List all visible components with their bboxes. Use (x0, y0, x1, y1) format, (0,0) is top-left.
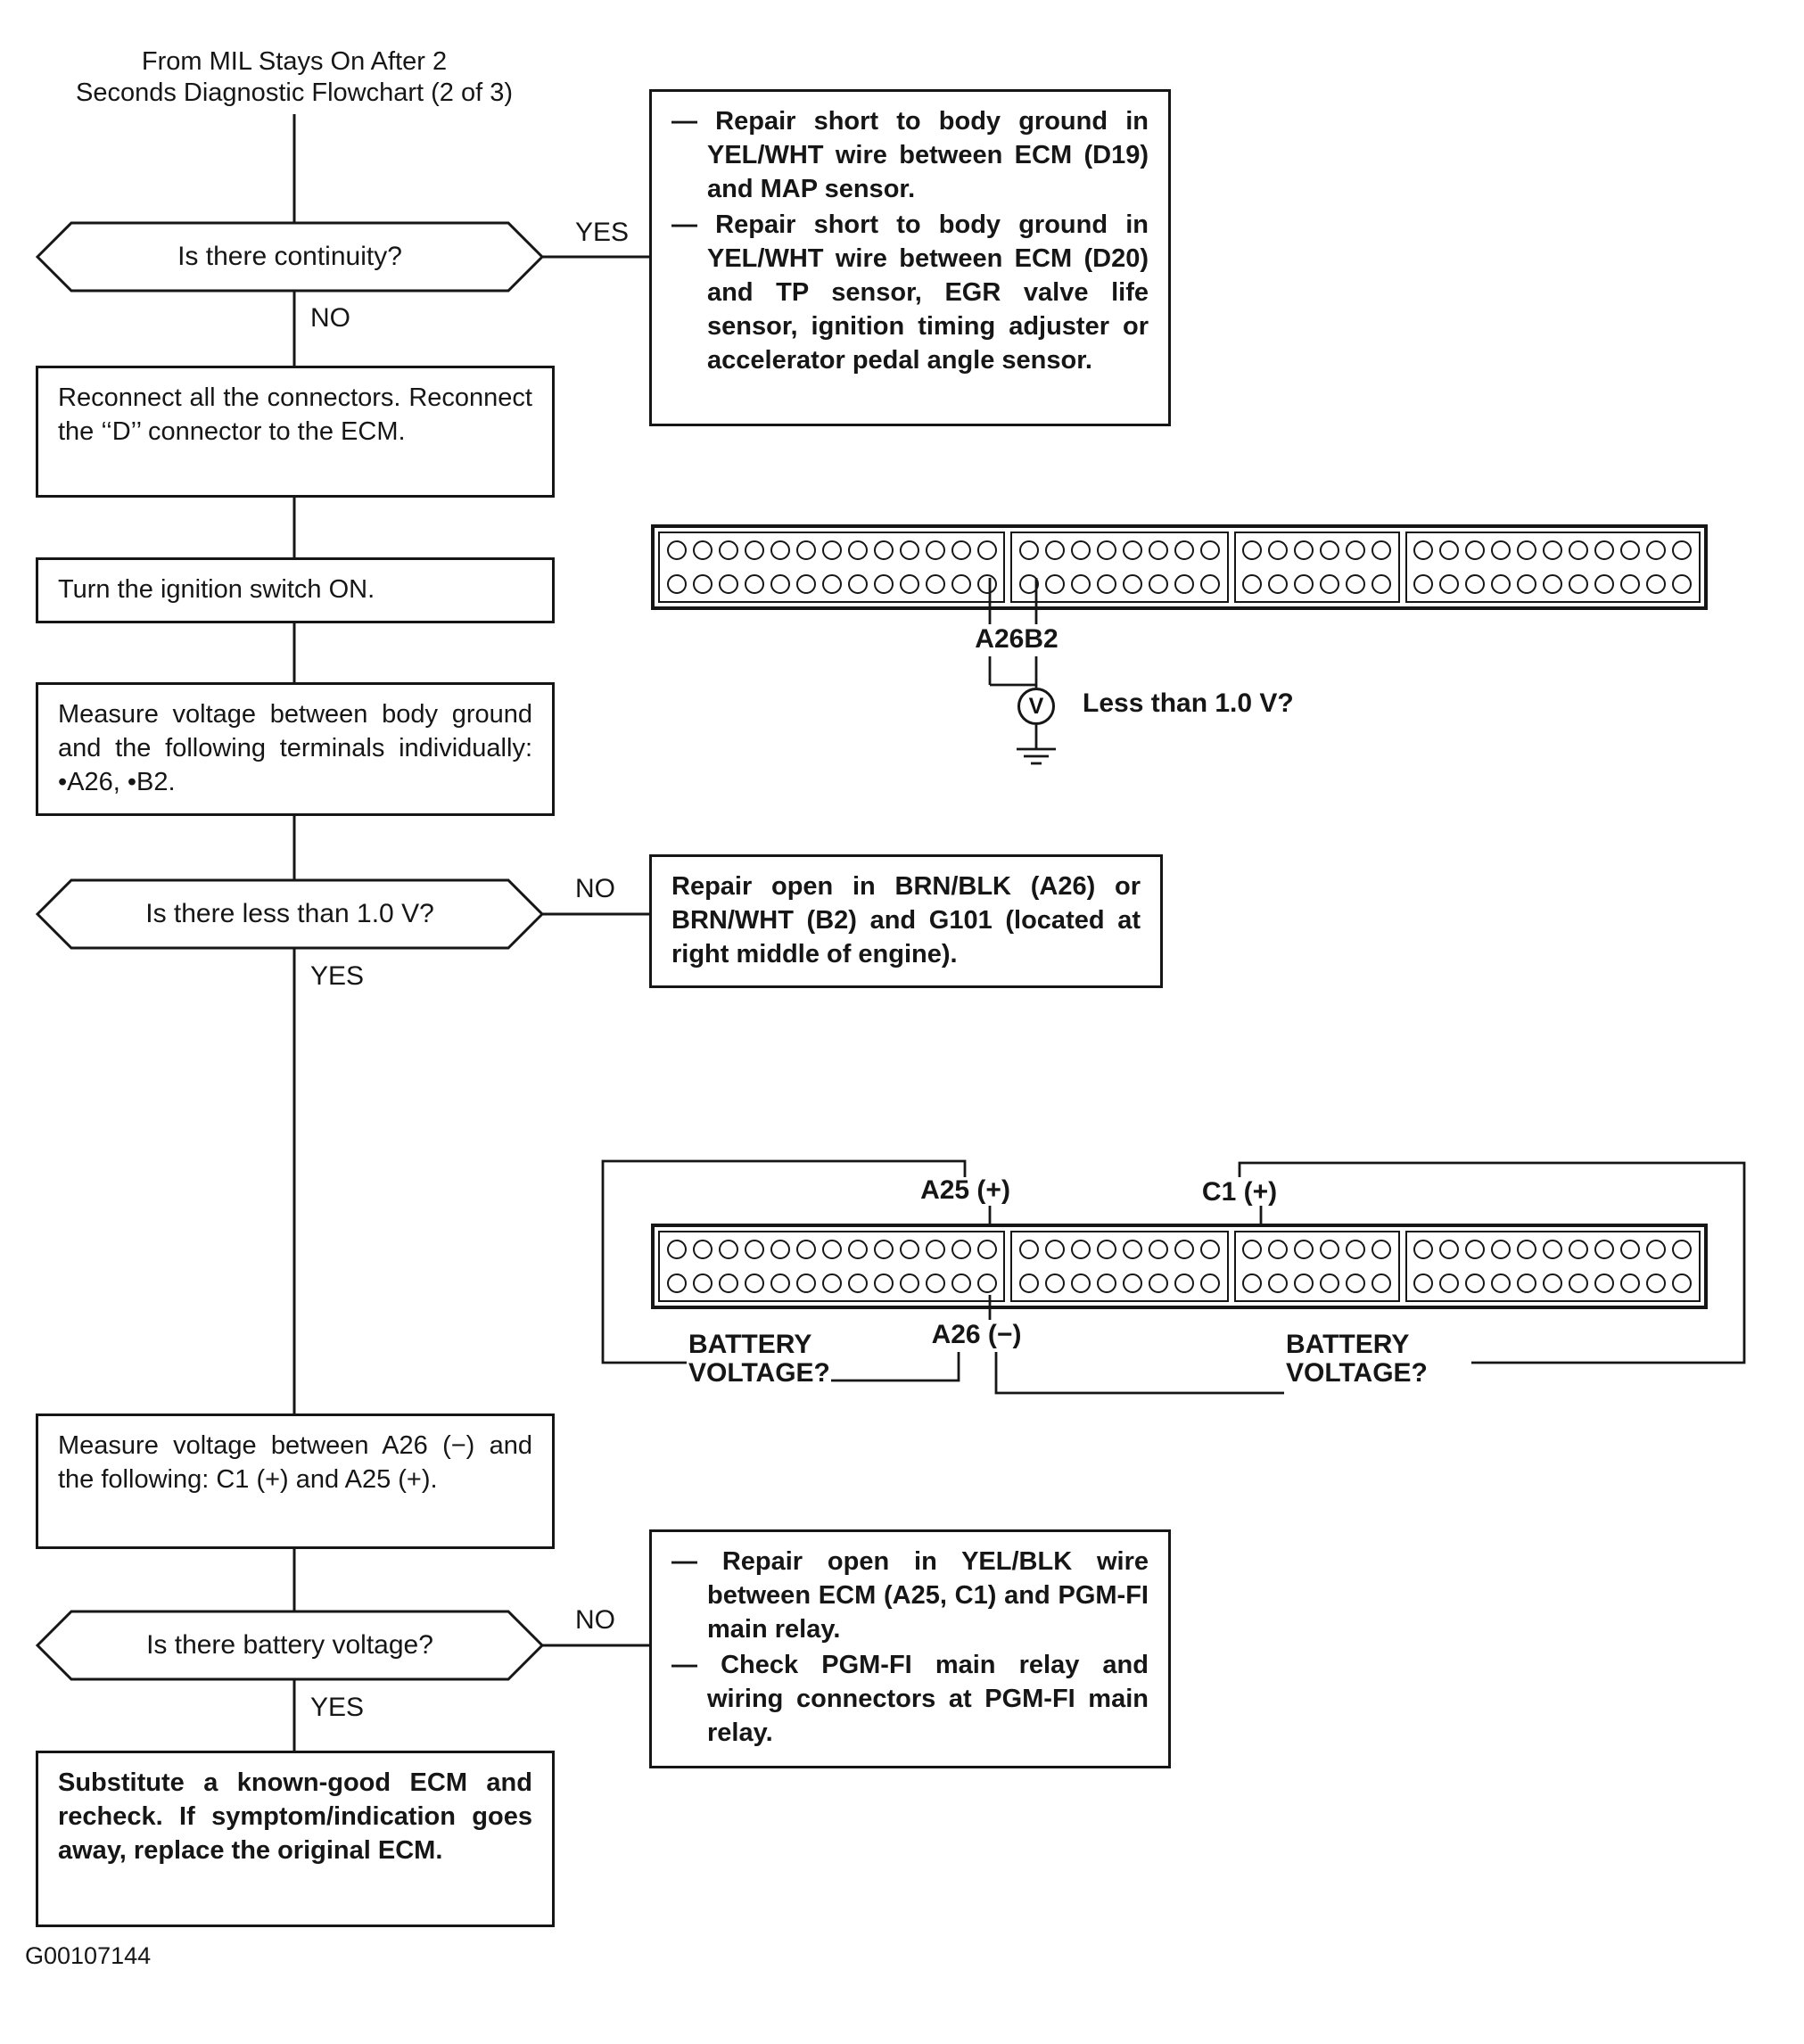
chart-title-line2: Seconds Diagnostic Flowchart (2 of 3) (76, 78, 513, 108)
repair-item: — Check PGM-FI main relay and wiring connectors at PGM-FI main relay. (671, 1650, 1149, 1747)
repair-item: — Repair short to body ground in YEL/WHT wire between ECM (D20) and TP sensor, EGR valve life sensor, ignition timing adjuster or accelerator pedal angle sensor. (671, 210, 1149, 375)
repair-item: — Repair short to body ground in YEL/WHT wire between ECM (D19) and MAP sensor. (671, 107, 1149, 203)
voltmeter-icon: V (1017, 688, 1055, 725)
repair-box-less-1v-no: Repair open in BRN/BLK (A26) or BRN/WHT (B2) and G101 (located at right middle of engine). (649, 854, 1163, 988)
pin-label-a26: A26 (−) (931, 1320, 1022, 1349)
decision-less-1v-label: Is there less than 1.0 V? (145, 899, 434, 928)
edge-label-no-less-1v: NO (575, 874, 615, 903)
decision-battery-voltage-label: Is there battery voltage? (146, 1630, 433, 1660)
decision-continuity-label: Is there continuity? (177, 242, 402, 271)
process-box-reconnect: Reconnect all the connectors. Reconnect the ‘‘D’’ connector to the ECM. (36, 366, 555, 498)
ground-icon (1017, 725, 1056, 763)
repair-item: — Repair open in YEL/BLK wire between ECM (A25, C1) and PGM-FI main relay. (671, 1547, 1149, 1644)
connector1-callout (990, 578, 1036, 688)
figure-id: G00107144 (25, 1942, 152, 1969)
chart-title-line1: From MIL Stays On After 2 (141, 47, 448, 76)
battery-voltage-label-left: BATTERY VOLTAGE? (688, 1330, 830, 1389)
measure-bracket-left (603, 1161, 965, 1381)
process-box-ignition: Turn the ignition switch ON. (36, 557, 555, 623)
battery-voltage-label-right: BATTERY VOLTAGE? (1286, 1330, 1428, 1389)
voltage-question-label: Less than 1.0 V? (1083, 688, 1294, 718)
measure-bracket-right (996, 1163, 1744, 1393)
pin-label-c1: C1 (+) (1201, 1177, 1278, 1207)
edge-label-yes-continuity: YES (575, 218, 630, 247)
connector2-callout (990, 1206, 1261, 1320)
edge-label-no-continuity: NO (310, 303, 350, 333)
pin-label-a25: A25 (+) (920, 1175, 1010, 1205)
pin-label-a26b2: A26B2 (975, 624, 1059, 654)
process-box-measure-battery: Measure voltage between A26 (−) and the following: C1 (+) and A25 (+). (36, 1413, 555, 1549)
process-box-measure-ground: Measure voltage between body ground and the following terminals individually: •A26, •B2. (36, 682, 555, 816)
process-box-substitute-ecm: Substitute a known-good ECM and recheck. If symptom/indication goes away, replace the original ECM. (36, 1751, 555, 1927)
edge-label-yes-less-1v: YES (310, 961, 365, 991)
edge-label-no-battery: NO (575, 1605, 615, 1635)
edge-label-yes-battery: YES (310, 1693, 365, 1722)
